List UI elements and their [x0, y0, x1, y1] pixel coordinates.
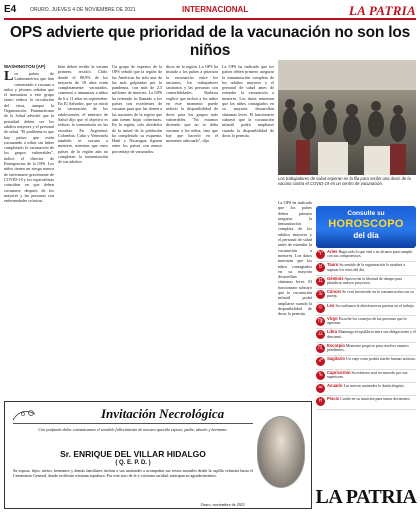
sign-name: Libra [327, 329, 338, 335]
drop-cap: L [4, 69, 14, 84]
sign-forecast: Se verá favorecido en la comunicación con su pareja. [327, 290, 414, 299]
horoscope-sign [316, 343, 416, 356]
qepd-label: ( Q. E. P. D. ) [115, 460, 151, 466]
masthead-logo: LA PATRIA [348, 3, 416, 18]
article-column-1 [4, 64, 54, 397]
sign-text [327, 249, 416, 261]
sign-forecast: Las nuevas amistades le darán alegrías. [343, 383, 405, 388]
horoscope-sign [316, 396, 416, 409]
sign-forecast: Aproveche la libertad de tiempo para planificar nuevos proyectos. [327, 276, 403, 286]
zodiac-icon: ♌ [316, 304, 325, 313]
sign-name: Escorpio [327, 342, 345, 348]
zodiac-icon: ♒ [316, 384, 325, 393]
horoscope-sign [316, 249, 416, 262]
article-column-2 [58, 64, 108, 397]
byline: WASHINGTON (AP) [4, 64, 46, 69]
horoscope-sign [316, 329, 416, 342]
article-text-5: La OPS ha indicado que los países deben primero asegurar la inmunización completa de los adultos mayores y el personal de salud antes de extender la vacunación a menores. Los datos muestran que los niños contagiados en su mayoría desarrollan síntomas leves. El funcionario subrayó que la vacunación infantil podrá ampliarse cuando la disponibilidad de dosis lo permita. [222, 64, 274, 138]
sign-text [327, 316, 416, 328]
sign-forecast: Escuche los consejos de las personas que lo aprecian. [327, 316, 407, 326]
sign-text [327, 329, 416, 341]
sign-text [327, 343, 416, 355]
page-number: E4 [4, 4, 17, 15]
article-text-4: dicos de la región. La OPS ha instado a los países a priorizar la vacunación entre los ancianos, los trabajadores sanitarios y las personas con comorbilidades. Barbosa explicó que incluir a los niños en este momento puede reducir la disponibilidad de dosis para los grupos más vulnerables. "No estamos diciendo que no se deba vacunar a los niños, sino que hay que hacerlo en el momento adecuado", dijo. [166, 64, 218, 144]
article-text-3: Un grupo de expertos de la OPS señaló que la región de las Américas ha sido una de las más golpeadas por la pandemia, con más de 2,3 millones de muertes. La OPS ha reiterado su llamado a los países con excedentes de vacunas para que las donen a las naciones de la región que aún tienen bajas coberturas. En la región, solo alrededor de la mitad de la población ha completado su esquema. Haití y Nicaragua figuran entre los países con menor porcentaje de vacunados. [112, 64, 162, 154]
horoscope-sign [316, 262, 416, 275]
sign-forecast: Momento propicio para resolver asuntos pendientes. [327, 343, 409, 353]
sign-forecast: Un viaje corto podría traerle buenas noticias. [345, 357, 416, 362]
sign-text [327, 303, 415, 315]
horoscope-line-1: Consulte su [347, 210, 385, 217]
sign-forecast: Su confianza le abrirá nuevas puertas en el trabajo. [335, 303, 415, 308]
horoscope-line-3: del día [353, 231, 379, 240]
horoscope-sign [316, 370, 416, 383]
zodiac-icon: ♊ [316, 277, 325, 286]
sign-name: Cáncer [327, 289, 342, 295]
sign-forecast: Su esfuerzo será reconocido por sus superiores. [327, 370, 408, 379]
sign-name: Piscis [327, 396, 340, 402]
horoscope-sign [316, 276, 416, 289]
sign-text [327, 289, 416, 301]
horoscope-signs [316, 249, 416, 410]
horoscope-sign [316, 289, 416, 302]
article-column-5 [222, 64, 274, 397]
flower-icon [11, 408, 37, 422]
divider [13, 423, 253, 424]
horoscope-sign [316, 303, 416, 316]
section-name: INTERNACIONAL [182, 5, 249, 14]
obituary-body: Su esposa, hijos, nietos, hermanos y demás familiares invitan a sus amistades a acompañar sus restos mortales desde la capilla velatoria hasta el Cementerio General, donde recibirán cristiana sepultura. Por este acto de fe y cristiana caridad, anticipan su agradecimiento. [13, 468, 253, 478]
article-column-3 [112, 64, 162, 397]
issue-date: ORURO, JUEVES 4 DE NOVIEMBRE DE 2021 [30, 7, 136, 13]
footer-masthead: LA PATRIA [315, 486, 417, 508]
zodiac-icon: ♍ [316, 317, 325, 326]
zodiac-icon: ♈ [316, 250, 325, 259]
sign-name: Capricornio [327, 369, 351, 375]
sign-name: Virgo [327, 315, 338, 321]
sign-text [327, 370, 416, 382]
zodiac-icon: ♉ [316, 263, 325, 272]
sign-name: Aries [327, 249, 338, 254]
zodiac-icon: ♎ [316, 330, 325, 339]
sign-name: Tauro [327, 262, 339, 268]
zodiac-icon: ♑ [316, 371, 325, 380]
news-photo [278, 60, 416, 175]
article-column-4 [166, 64, 218, 397]
sign-name: Acuario [327, 382, 343, 388]
sign-forecast: Mantenga el equilibrio entre sus obligaciones y el descanso. [327, 330, 416, 339]
sign-name: Sagitario [327, 356, 345, 362]
sign-forecast: Confíe en su intuición para tomar decisiones. [340, 397, 411, 402]
sign-forecast: Haga todo lo que esté a su alcance para cumplir con sus compromisos. [327, 250, 413, 259]
zodiac-icon: ♋ [316, 290, 325, 299]
sign-name: Leo [327, 302, 335, 308]
sign-forecast: Su sentido de la organización le ayudará a superar los retos del día. [327, 263, 405, 272]
article-text-1: os países de Latinoamérica que han comenzado a vacunar a niños y jóvenes señalan que el inmunizar a este grupo etario reduce la circulación del virus, aunque la Organización Panamericana de la Salud advirtió que la prioridad deben ser los adultos mayores y el personal de salud. "El problema es que hay países que están vacunando a niños sin haber completado la vacunación de los grupos vulnerables", indicó el director de Emergencias de la OPS. Los niños tienen un riesgo menor de enfermarse gravemente de COVID-19 y los especialistas coinciden en que deben vacunarse después de los mayores y las personas con enfermedades crónicas. [4, 71, 54, 204]
horoscope-sign [316, 383, 416, 396]
deceased-portrait [257, 416, 305, 488]
article-text-2: bién deben recibir la vacuna primero, recalcó. Chile, donde el 88,9% de los mayores de 18 años están completamente vacunados, comenzó a inmunizar a niños de 6 a 11 años en septiembre. En El Salvador, que ya inició la vacunación de los adolescentes, el ministro de Salud dijo que el objetivo es reducir la transmisión en las escuelas. En Argentina, Colombia, Cuba y Venezuela también se vacuna a menores, mientras que otros países de la región aún no completan la inmunización de sus adultos. [58, 64, 108, 165]
photo-caption: Los trabajadores de salud esperan en la fila para recibir una dosis de la vacuna contra el COVID-19 en un centro de vacunación. [278, 176, 411, 186]
zodiac-icon: ♐ [316, 357, 325, 366]
deceased-name: Sr. ENRIQUE DEL VILLAR HIDALGO [60, 449, 206, 459]
sign-text [327, 383, 405, 395]
horoscope-banner [316, 206, 416, 248]
sign-text [327, 262, 416, 274]
sign-text [327, 396, 410, 408]
sign-name: Géminis [327, 275, 344, 281]
zodiac-icon: ♓ [316, 397, 325, 406]
page-header [4, 4, 416, 20]
horoscope-sign [316, 356, 416, 369]
obituary-notice [4, 401, 312, 509]
horoscope-title: HOROSCOPO [328, 218, 404, 230]
crowd-photo-icon [278, 60, 416, 175]
horoscope-sign [316, 316, 416, 329]
sign-text [327, 356, 416, 368]
obituary-title: Invitación Necrológica [101, 406, 225, 421]
zodiac-icon: ♏ [316, 344, 325, 353]
obituary-intro: Con profundo dolor comunicamos el sensible fallecimiento de nuestro querido esposo, padre, abuelo y hermano: [38, 427, 228, 432]
headline: OPS advierte que prioridad de la vacunación no son los niños [9, 24, 411, 59]
sign-text [327, 276, 416, 288]
obituary-place-date: Oruro, noviembre de 2021 [200, 502, 245, 507]
article-column-6 [278, 200, 312, 397]
article-text-6: La OPS ha indicado que los países deben primero asegurar la inmunización completa de los adultos mayores y el personal de salud antes de extender la vacunación a menores. Los datos muestran que los niños contagiados en su mayoría desarrollan síntomas leves. El funcionario subrayó que la vacunación infantil podrá ampliarse cuando la disponibilidad de dosis lo permita. [278, 200, 312, 317]
